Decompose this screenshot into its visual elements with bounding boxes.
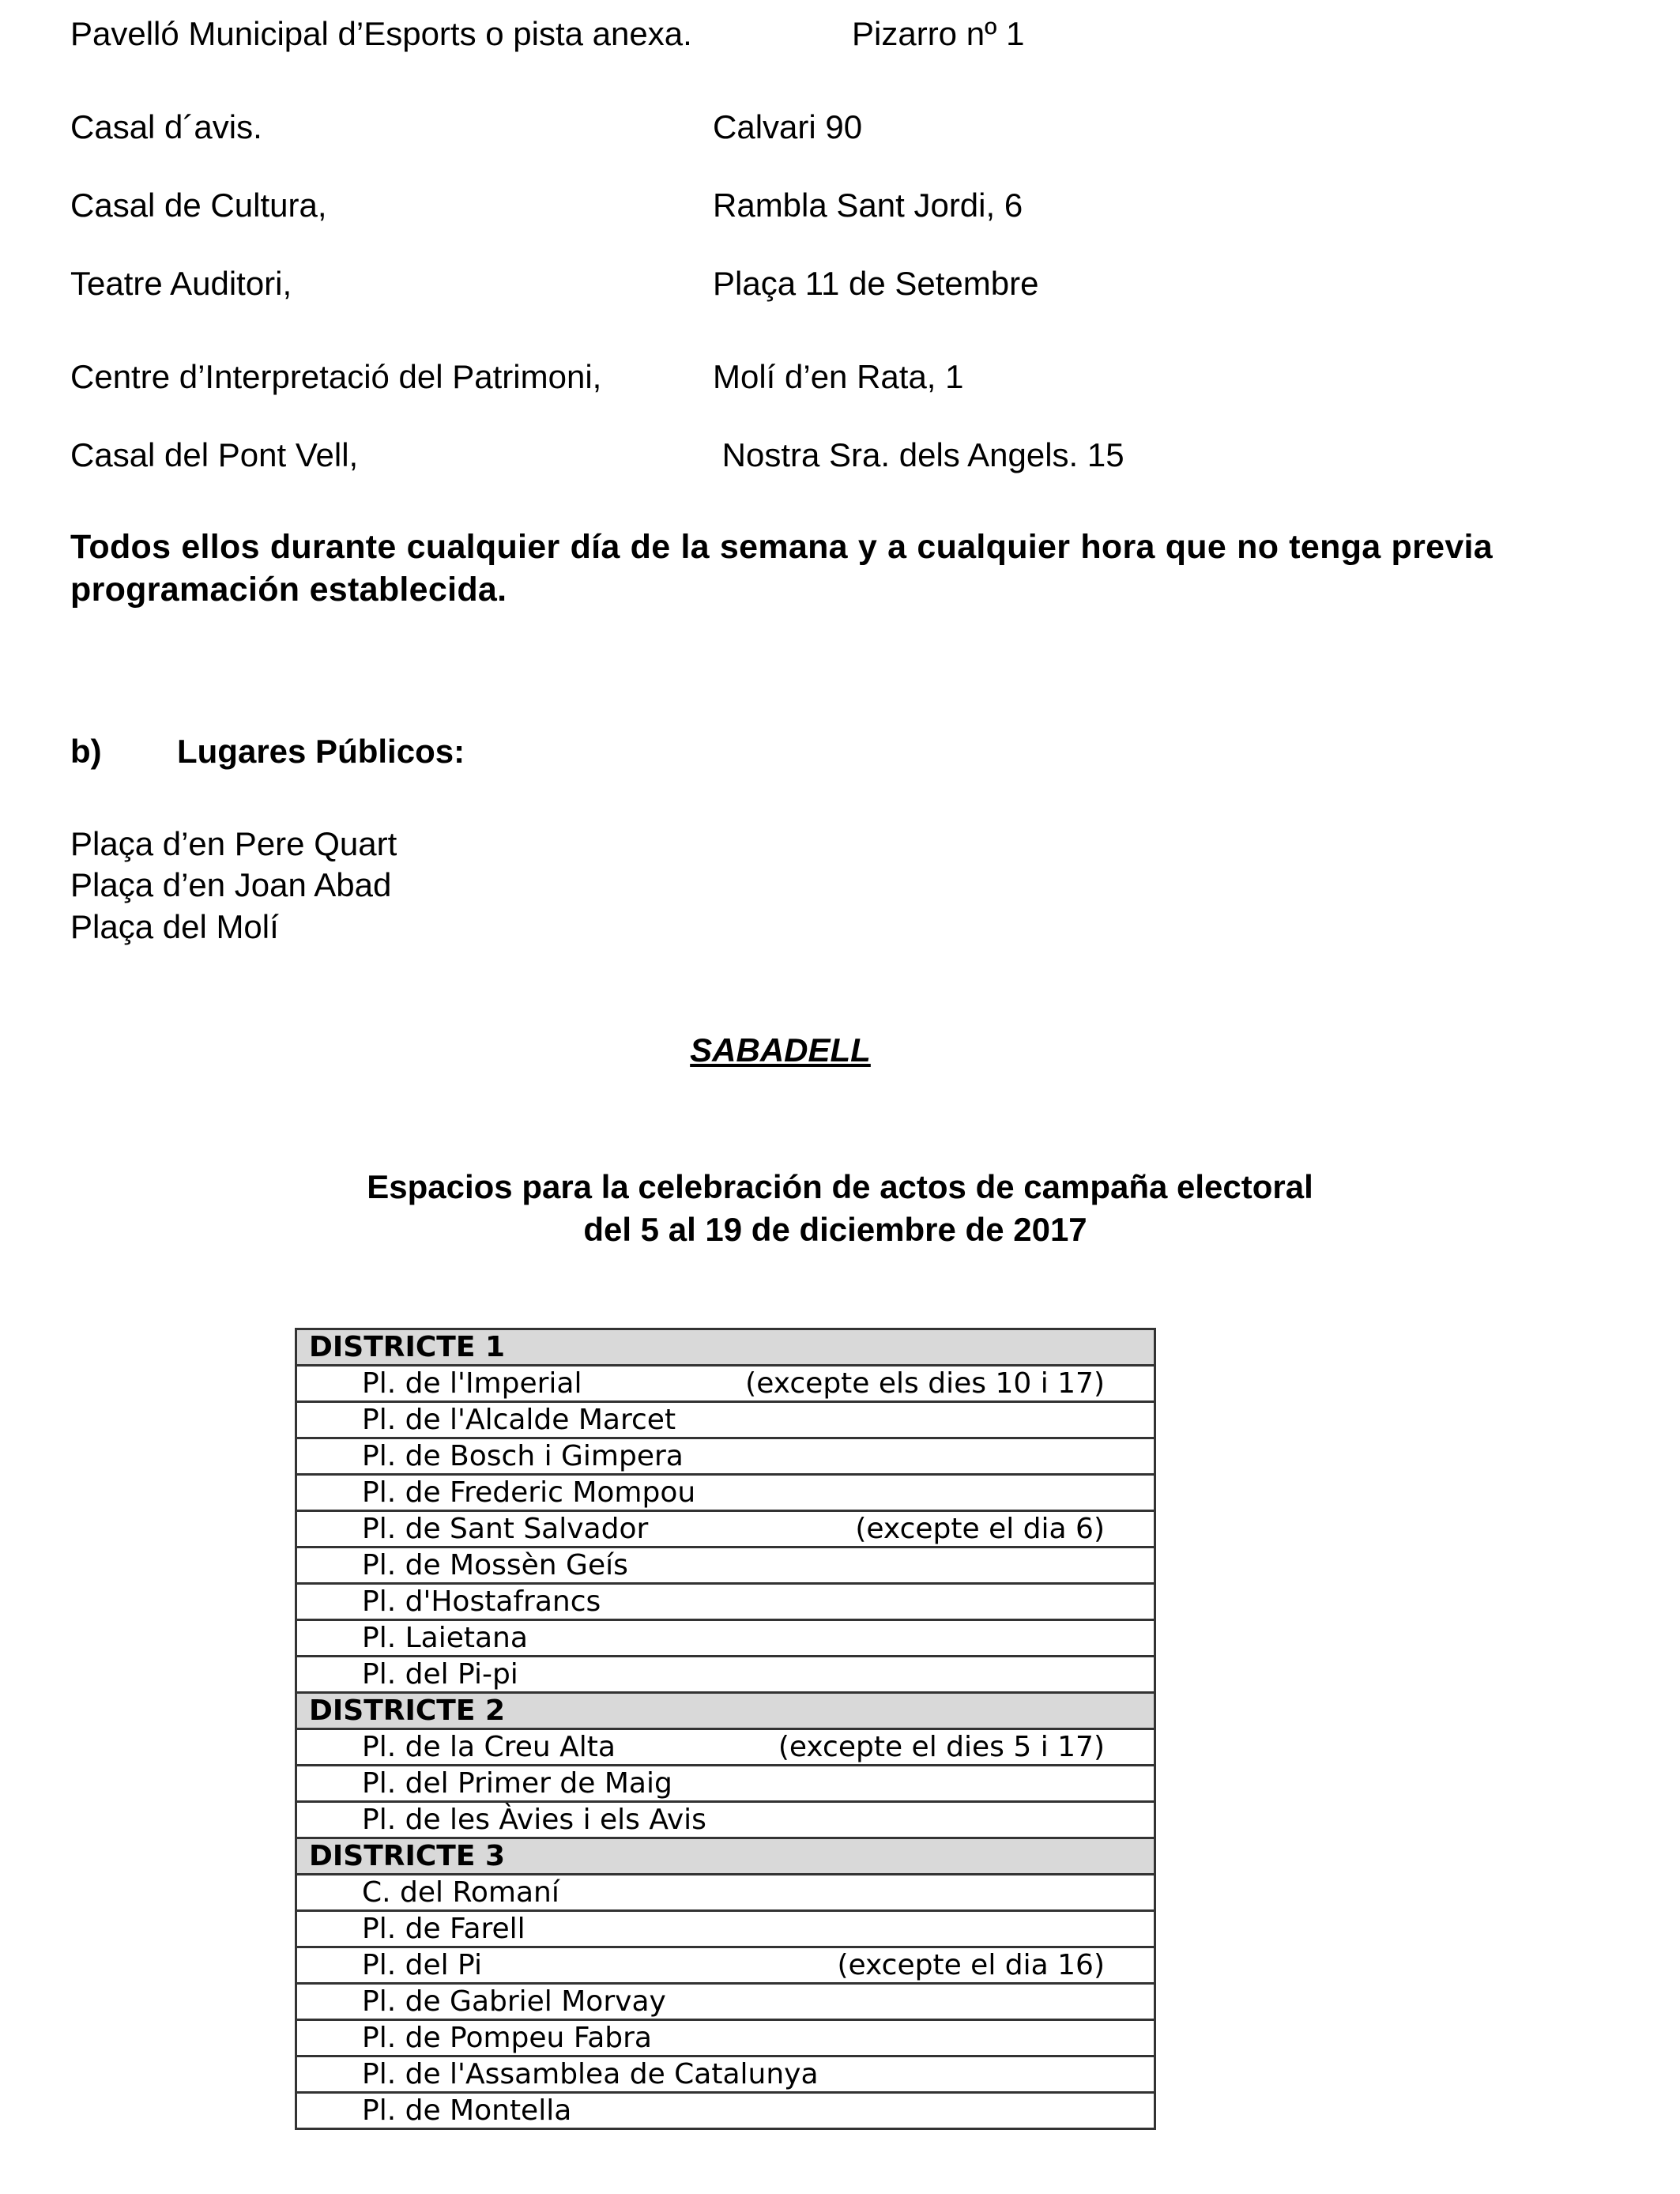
table-row xyxy=(296,2093,1155,2129)
table-row xyxy=(296,1984,1155,2020)
table-row xyxy=(296,1729,1155,1766)
venue-address: Calvari 90 xyxy=(713,108,863,145)
place-name: Pl. de les Àvies i els Avis xyxy=(362,1804,706,1836)
table-row xyxy=(296,1584,1155,1620)
table-row xyxy=(296,1875,1155,1911)
venue-name: Pavelló Municipal d’Esports o pista anexa. xyxy=(70,15,692,52)
venue-name: Casal d´avis. xyxy=(70,108,262,145)
district-header-row xyxy=(296,1838,1155,1875)
venue-address: Pizarro nº 1 xyxy=(852,15,1025,52)
place-cell xyxy=(296,1875,1155,1911)
table-row xyxy=(296,1802,1155,1838)
place-name: Pl. de la Creu Alta xyxy=(362,1731,616,1763)
place-name: C. del Romaní xyxy=(362,1876,559,1909)
place-cell xyxy=(296,1475,1155,1511)
table-row xyxy=(296,1438,1155,1475)
place-cell xyxy=(296,1984,1155,2020)
place-name: Pl. de l'Imperial xyxy=(362,1367,582,1400)
district-header-row xyxy=(296,1693,1155,1729)
place-name: Pl. de Montella xyxy=(362,2094,572,2127)
place-name: Pl. del Pi-pi xyxy=(362,1658,518,1691)
place-name: Pl. del Pi xyxy=(362,1949,482,1981)
district-header: DISTRICTE 2 xyxy=(296,1693,1155,1729)
place-name: Pl. de Bosch i Gimpera xyxy=(362,1440,684,1472)
place-name: Pl. de l'Assamblea de Catalunya xyxy=(362,2058,819,2090)
table-row xyxy=(296,1766,1155,1802)
place-cell xyxy=(296,1511,1155,1547)
place-cell xyxy=(296,1547,1155,1584)
place-cell xyxy=(296,2093,1155,2129)
place-name: Pl. de Farell xyxy=(362,1913,525,1945)
city-heading: SABADELL xyxy=(690,1031,871,1069)
public-place: Plaça d’en Joan Abad xyxy=(70,866,392,903)
venue-name: Casal de Cultura, xyxy=(70,187,327,224)
place-name: Pl. del Primer de Maig xyxy=(362,1767,672,1800)
table-row xyxy=(296,1911,1155,1947)
place-name: Pl. de Sant Salvador xyxy=(362,1513,649,1545)
table-row xyxy=(296,1511,1155,1547)
place-cell xyxy=(296,1657,1155,1693)
table-row xyxy=(296,1657,1155,1693)
section-label: b) xyxy=(70,733,102,770)
table-row xyxy=(296,2020,1155,2056)
venue-address: Plaça 11 de Setembre xyxy=(713,265,1039,302)
venue-name: Teatre Auditori, xyxy=(70,265,292,302)
place-cell xyxy=(296,1620,1155,1657)
table-row xyxy=(296,2056,1155,2093)
table-row xyxy=(296,1366,1155,1402)
place-cell xyxy=(296,1729,1155,1766)
public-place: Plaça del Molí xyxy=(70,908,279,945)
place-name: Pl. de Mossèn Geís xyxy=(362,1549,628,1581)
place-exception: (excepte el dia 6) xyxy=(855,1513,1105,1545)
place-exception: (excepte el dia 16) xyxy=(837,1949,1105,1981)
venue-address: Molí d’en Rata, 1 xyxy=(713,358,964,395)
place-name: Pl. de l'Alcalde Marcet xyxy=(362,1404,676,1436)
place-name: Pl. de Frederic Mompou xyxy=(362,1476,696,1509)
section-title: Lugares Públicos: xyxy=(177,733,465,770)
place-exception: (excepte els dies 10 i 17) xyxy=(745,1367,1105,1400)
availability-note: Todos ellos durante cualquier día de la semana y a cualquier hora que no tenga previa programación establecida. xyxy=(70,528,1493,609)
table-row xyxy=(296,1947,1155,1984)
table-subtitle: del 5 al 19 de diciembre de 2017 xyxy=(583,1211,1087,1248)
place-name: Pl. de Gabriel Morvay xyxy=(362,1985,666,2018)
public-place: Plaça d’en Pere Quart xyxy=(70,825,397,862)
venue-address: Nostra Sra. dels Angels. 15 xyxy=(713,436,1124,473)
place-name: Pl. de Pompeu Fabra xyxy=(362,2022,652,2054)
place-cell xyxy=(296,1366,1155,1402)
place-cell xyxy=(296,1584,1155,1620)
table-row xyxy=(296,1402,1155,1438)
place-cell xyxy=(296,1802,1155,1838)
district-table xyxy=(295,1328,1156,2130)
district-header: DISTRICTE 1 xyxy=(296,1329,1155,1366)
place-cell xyxy=(296,1402,1155,1438)
venue-address: Rambla Sant Jordi, 6 xyxy=(713,187,1023,224)
venue-name: Centre d’Interpretació del Patrimoni, xyxy=(70,358,602,395)
place-name: Pl. d'Hostafrancs xyxy=(362,1585,601,1618)
place-cell xyxy=(296,1947,1155,1984)
venue-name: Casal del Pont Vell, xyxy=(70,436,359,473)
district-header-row xyxy=(296,1329,1155,1366)
table-title: Espacios para la celebración de actos de campaña electoral xyxy=(367,1168,1313,1205)
place-cell xyxy=(296,2020,1155,2056)
district-header: DISTRICTE 3 xyxy=(296,1838,1155,1875)
place-name: Pl. Laietana xyxy=(362,1622,528,1654)
place-exception: (excepte el dies 5 i 17) xyxy=(778,1731,1105,1763)
place-cell xyxy=(296,2056,1155,2093)
table-row xyxy=(296,1475,1155,1511)
place-cell xyxy=(296,1911,1155,1947)
table-row xyxy=(296,1620,1155,1657)
table-row xyxy=(296,1547,1155,1584)
place-cell xyxy=(296,1438,1155,1475)
place-cell xyxy=(296,1766,1155,1802)
